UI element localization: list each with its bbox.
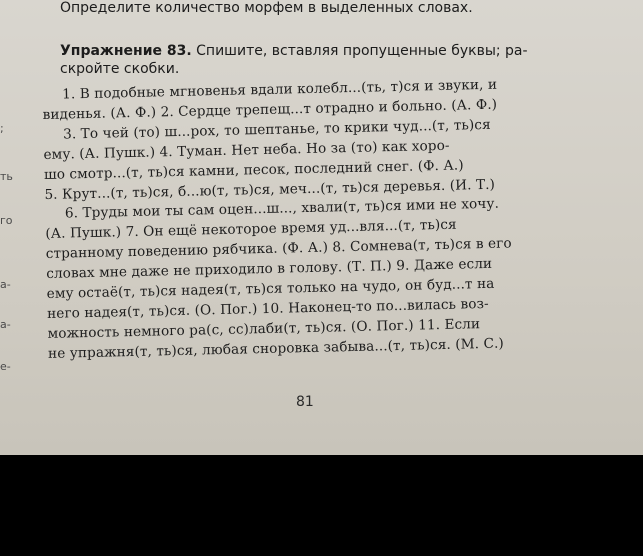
- margin-mark: ;: [0, 122, 4, 135]
- page-number: 81: [296, 394, 314, 410]
- text-line: 6. Труды мои ты сам оцен...ш..., хвали(т, ть)ся ими не хочу.: [64, 196, 500, 222]
- text-line: 5. Крут...(т, ть)ся, б...ю(т, ть)ся, меч...(т, ть)ся деревья. (И. Т.): [44, 176, 496, 203]
- margin-mark: е-: [0, 360, 11, 373]
- text-line: (А. Пушк.) 7. Он ещё некоторое время уд...вля...(т, ть)ся: [45, 216, 457, 243]
- exercise-title: Упражнение 83.: [60, 43, 192, 59]
- text-line: 1. В подобные мгновенья вдали колебл...(ть, т)ся и звуки, и: [62, 76, 498, 103]
- text-line: можность немного ра(с, сс)лаби(т, ть)ся. (О. Пог.) 11. Если: [47, 315, 481, 342]
- text-line: него надея(т, ть)ся. (О. Пог.) 10. Наконец-то по...вилась воз-: [46, 295, 489, 322]
- text-line: 3. То чей (то) ш...рох, то шептанье, то крики чуд...(т, ть)ся: [62, 116, 491, 143]
- text-line: словах мне даже не приходило в голову. (Т. П.) 9. Даже если: [46, 255, 493, 283]
- previous-instruction: Определите количество морфем в выделенных словах.: [60, 0, 473, 16]
- exercise-instruction-line2: скройте скобки.: [60, 61, 180, 77]
- exercise-instruction-line1: Спишите, вставляя пропущенные буквы; ра-: [196, 43, 528, 59]
- text-line: ему остаё(т, ть)ся надея(т, ть)ся только на чудо, он буд...т на: [46, 275, 495, 303]
- text-line: шо смотр...(т, ть)ся камни, песок, последний снег. (Ф. А.): [43, 157, 464, 183]
- text-line: ему. (А. Пушк.) 4. Туман. Нет неба. Но за (то) как хоро-: [43, 137, 450, 163]
- margin-mark: а-: [0, 278, 11, 291]
- exercise-body: [42, 73, 604, 364]
- exercise-heading: [60, 42, 600, 78]
- text-line: странному поведению рябчика. (Ф. А.) 8. Сомнева(т, ть)ся в его: [45, 235, 512, 263]
- margin-mark: а-: [0, 318, 11, 331]
- margin-mark: го: [0, 214, 13, 227]
- text-line: виденья. (А. Ф.) 2. Сердце трепещ...т отрадно и больно. (А. Ф.): [42, 96, 498, 123]
- text-line: не упражня(т, ть)ся, любая сноровка забыва...(т, ть)ся. (М. С.): [47, 335, 505, 362]
- margin-mark: ть: [0, 170, 13, 183]
